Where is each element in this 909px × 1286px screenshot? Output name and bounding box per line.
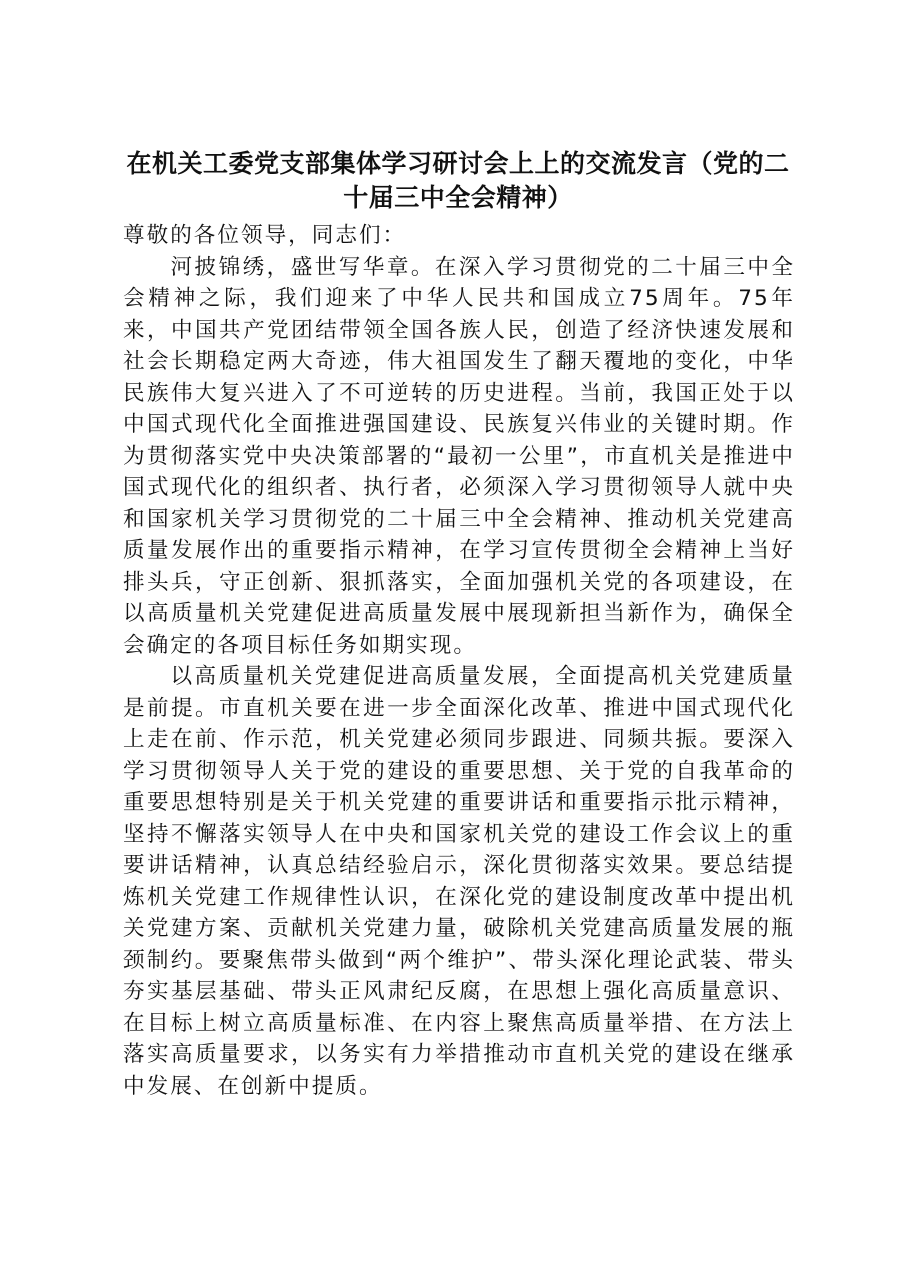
salutation: 尊敬的各位领导，同志们： [123, 223, 407, 248]
document-title: 在机关工委党支部集体学习研讨会上上的交流发言（党的二十届三中全会精神） [126, 149, 790, 212]
body-paragraph-2: 以高质量机关党建促进高质量发展，全面提高机关党建质量是前提。市直机关要在进一步全面深化改革、推进中国式现代化上走在前、作示范，机关党建必须同步跟进、同频共振。要深入学习贯彻领导人关于党的建设的重要思想、关于党的自我革命的重要思想特别是关于机关党建的重要讲话和重要指示批示精神，坚持不懈落实领导人在中央和国家机关党的建设工作会议上的重要讲话精神，认真总结经验启示，深化贯彻落实效果。要总结提炼机关党建工作规律性认识，在深化党的建设制度改革中提出机关党建方案、贡献机关党建力量，破除机关党建高质量发展的瓶颈制约。要聚焦带头做到“两个维护”、带头深化理论武装、带头夯实基层基础、带头正风肃纪反腐，在思想上强化高质量意识、在目标上树立高质量标准、在内容上聚焦高质量举措、在方法上落实高质量要求，以务实有力举措推动市直机关党的建设在继承中发展、在创新中提质。 [123, 664, 795, 1099]
document-body [123, 220, 795, 1102]
body-paragraph-1: 河披锦绣，盛世写华章。在深入学习贯彻党的二十届三中全会精神之际，我们迎来了中华人民共和国成立75周年。75年来，中国共产党团结带领全国各族人民，创造了经济快速发展和社会长期稳定两大奇迹，伟大祖国发生了翻天覆地的变化，中华民族伟大复兴进入了不可逆转的历史进程。当前，我国正处于以中国式现代化全面推进强国建设、民族复兴伟业的关键时期。作为贯彻落实党中央决策部署的“最初一公里”，市直机关是推进中国式现代化的组织者、执行者，必须深入学习贯彻领导人就中央和国家机关学习贯彻党的二十届三中全会精神、推动机关党建高质量发展作出的重要指示精神，在学习宣传贯彻全会精神上当好排头兵，守正创新、狠抓落实，全面加强机关党的各项建设，在以高质量机关党建促进高质量发展中展现新担当新作为，确保全会确定的各项目标任务如期实现。 [123, 254, 795, 658]
